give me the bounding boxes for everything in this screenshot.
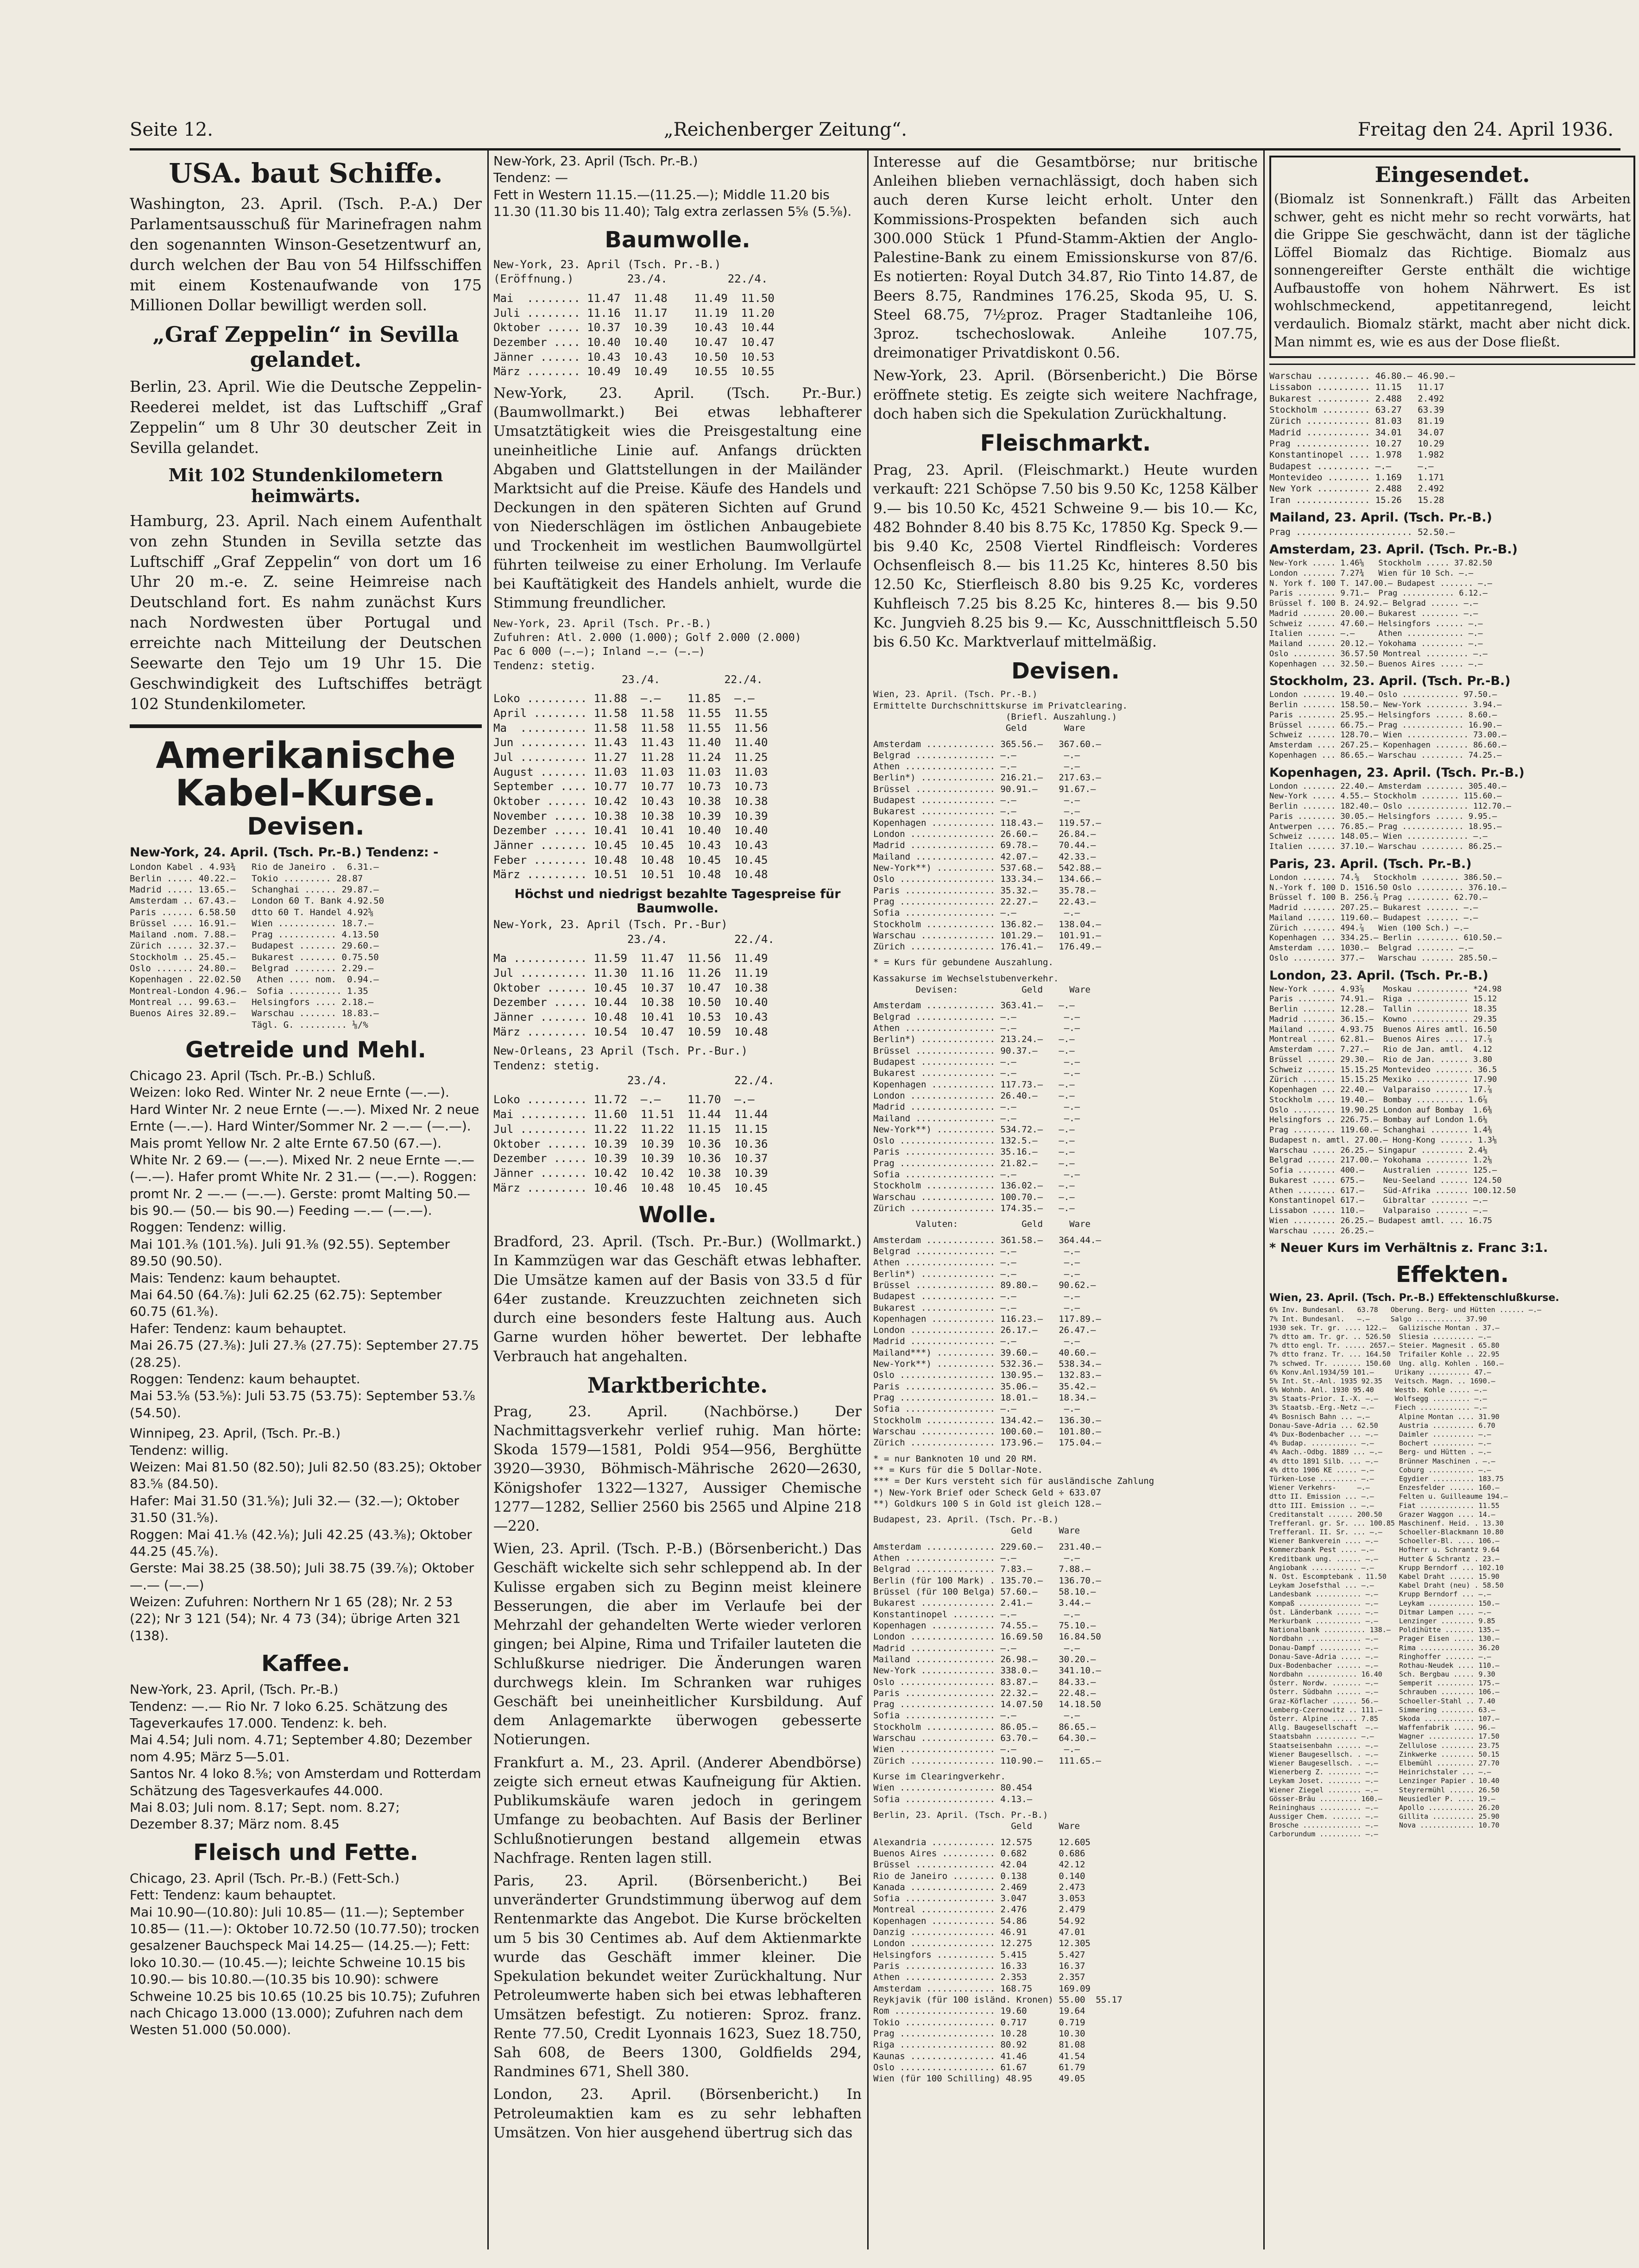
column-rule-2 — [867, 148, 869, 2249]
baumwolle-table: Mai ........ 11.47 11.48 11.49 11.50 Juli ........ 11.16 11.17 11.19 11.20 Oktober ..... 10.37 10.39 10.43 10.44 Dezember .... 10.40 10.40 10.47 10.47 Jänner ...... 10.43 10.43 10.50 10.53 März ........ 10.49 10.49 10.55 10.55 — [493, 291, 775, 378]
kaffee-title: Kaffee. — [261, 1651, 350, 1677]
baumwolle-2-table: Loko ......... 11.88 —.— 11.85 —.— April ........ 11.58 11.58 11.55 11.55 Ma .......... 11.58 11.58 11.55 11.56 Jun .......... 11.43 11.43 11.40 11.40 Jul .......... 11.27 11.28 11.24 11.25 August ....... 11.03 11.03 11.03 11.03 September .... 10.77 10.77 10.73 10.73 Oktober ...... 10.42 10.43 10.38 10.38 November ..... 10.38 10.38 10.39 10.39 Dezember ..... 10.41 10.41 10.40 10.40 Jänner ....... 10.45 10.45 10.43 10.43 Feber ........ 10.48 10.48 10.45 10.45 März ......... 10.51 10.51 10.48 10.48 — [493, 692, 768, 881]
article-title-zeppelin: „Graf Zeppelin“ in Sevilla gelandet. — [152, 322, 459, 372]
wolle-body: Bradford, 23. April. (Tsch. Pr.-Bur.) (Wollmarkt.) In Kammzügen war das Geschäft etwas lebhafter. Die Umsätze kamen auf der Basis von 33.5 d für 64er zustande. Kreuzzuchten zeichneten sich durch eine besonders feste Haltung aus. Auch Garne wurden höher bewertet. Der lebhafte Verbrauch hat angehalten. — [493, 1233, 862, 1365]
page-number: Seite 12. — [130, 119, 213, 140]
fett-header: New-York, 23. April (Tsch. Pr.-B.) Tendenz: — Fett in Western 11.15.—(11.25.—); Middle 11.20 bis 11.30 (11.30 bis 11.40); Talg extra zerlassen 5⅝ (5.⅝). — [493, 153, 852, 220]
fleischmarkt-body: Prag, 23. April. (Fleischmarkt.) Heute wurden verkauft: 221 Schöpse 7.50 bis 9.50 Kc, 1258 Kälber 9.— bis 10.50 Kc, 4521 Schweine 9.— bis 10.— Kc, 482 Bohnder 8.40 bis 8.75 Kc, 17850 Kg. Speck 9.— bis 9.40 Kc, 2508 Viertel Rindfleisch: Vorderes Ochsenfleisch 8.— bis 11.25 Kc, hinteres 8.50 bis 12.50 Kc, Stierfleisch 8.80 bis 9.25 Kc, vorderes Kuhfleisch 7.25 bis 8.25 Kc, hinteres 8.— bis 9.50 Kc. Jungvieh 8.25 bis 9.— Kc, Ausschnittfleisch 5.50 bis 6.50 Kc. Marktverlauf mittelmäßig. — [873, 462, 1258, 651]
devisen-header: New-York, 24. April. (Tsch. Pr.-B.) Tendenz: - — [130, 845, 439, 860]
fleischmarkt-title: Fleischmarkt. — [980, 430, 1151, 457]
london-table: New-York ..... 4.93⅞ Moskau ........... *24.98 Paris ........ 74.91.— Riga ............. 15.12 Berlin ....... 12.28.— Tallin ........... 18.35 Madrid ....... 36.15.— Kowno ............ 29.35 Mailand ...... 4.93.75 Buenos Aires amtl. 16.50 Montreal ..... 62.81.— Buenos Aires ..... 17.⅞ Amsterdam .... 7.27.— Rio de Jan. amtl. 4.12 Brüssel ...... 29.30.— Rio de Jan. ...... 3.80 Schweiz ...... 15.15.25 Montevideo ........ 36.5 Zürich ....... 15.15.25 Mexiko ........... 17.90 Kopenhagen ... 22.40.— Valparaiso ....... 17.⅞ Stockholm .... 19.40.— Bombay .......... 1.6⅞ Oslo ......... 19.90.25 London auf Bombay 1.6⅜ Helsingfors .. 226.75.— Bombay auf London 1.6⅛ Prag ......... 119.60.— Schanghai ........ 1.4⅜ Budapest n. amtl. 27.00.— Hong-Kong ....... 1.3⅛ Warschau ..... 26.25.— Singapur ......... 2.4⅛ Belgrad ...... 217.00.— Yokohama ......... 1.2⅛ Sofia ........ 400.— Australien ....... 125.— Bukarest ..... 675.— Neu-Seeland ...... 124.50 Athen ........ 617.— Süd-Afrika ....... 100.12.50 Konstantinopel 617.— Gibraltar ........ —.— Lissabon ..... 110.— Valparaiso ....... —.— Wien ......... 26.25.— Budapest amtl. ... 16.75 Warschau ..... 26.25.— — [1269, 984, 1516, 1236]
mailand-line: Prag ...................... 52.50.— — [1269, 527, 1455, 537]
baumwolle-header: New-York, 23. April (Tsch. Pr.-B.) (Eröffnung.) 23./4. 22./4. — [493, 258, 768, 286]
devisen-table: London Kabel . 4.93¾ Rio de Janeiro . 6.31.— Berlin ..... 40.22.— Tokio ......... 28.87 Madrid ..... 13.65.— Schanghai ...... 29.87.— Amsterdam .. 67.43.— London 60 T. Bank 4.92.50 Paris ...... 6.58.50 dtto 60 T. Handel 4.92⅝ Brüssel .... 16.91.— Wien ........... 18.7.— Mailand .nom. 7.88.— Prag ........... 4.13.50 Zürich ..... 32.37.— Budapest ....... 29.60.— Stockholm .. 25.45.— Bukarest ....... 0.75.50 Oslo ....... 24.80.— Belgrad ........ 2.29.— Kopenhagen . 22.02.50 Athen .... nom. 0.94.— Montreal-London 4.96.— Sofia .......... 1.35 Montreal ... 99.63.— Helsingfors .... 2.18.— Buenos Aires 32.89.— Warschau ....... 18.83.— Tägl. G. ......... ⅛/% — [130, 862, 385, 1030]
wien-header: Wien, 23. April. (Tsch. Pr.-B.) Ermittelte Durchschnittskurse im Privatclearing. (Briefl. Auszahlung.) Geld Ware — [873, 689, 1128, 734]
effekten-table: 6% Inv. Bundesanl. 63.78 Oberung. Berg- und Hütten ...... —.— 7% Int. Bundesanl. —.— Salgo ........... 37.90 1930 sek. Tr. gr. .... 122.— Galizische Montan . 37.— 7% dtto am. Tr. gr. .. 526.50 Sliesia .......... —.— 7% dtto engl. Tr. ..... 2657.— Steier. Magnesit . 65.80 7% dtto franz. Tr. ... 164.50 Trifailer Kohle .. 22.95 7% schwed. Tr. ....... 150.60 Ung. allg. Kohlen . 160.— 6% Konv.Anl.1934/59 101.— Urikany .......... 47.— 5% Int. St.-Anl. 1935 92.35 Veitsch. Magn. .. 1690.— 6% Wohnb. Anl. 1930 95.40 Westb. Kohle ..... —.— 3% Staats-Prior. I.-X. —.— Wolfsegg ......... —.— 3% Staatsb.-Erg.-Netz —.— Fiech ............ —.— 4% Bosnisch Bahn ... —.— Alpine Montan .... 31.90 Donau-Save-Adria ... 62.50 Austria .......... 6.70 4% Dux-Bodenbacher ... —.— Daimler .......... —.— 4% Budap. ........... —.— Bochert .......... —.— 4% Aach.-Odbg. 1889 ... —.— Berg- und Hütten . —.— 4% dtto 1891 Silb. ... —.— Brünner Maschinen . —.— 4% dtto 1906 KE ..... —.— Coburg ........... —.— Türken-Lose ......... —.— Egydier .......... 183.75 Wiener Verkehrs- —.— Enzesfelder ...... 160.— dtto II. Emission ... —.— Felten u. Guilleaume 194.— dtto III. Emission .. —.— Fiat ............. 11.55 Creditanstalt ...... 200.50 Grazer Waggon .... 14.— Trefferanl. gr. Sr. ... 100.85 Maschinenf. Heid. . 13.30 Trefferanl. II. Sr. ... —.— Schoeller-Blackmann 10.80 Wiener Bankverein .... —.— Schoeller-Bl. .... 106.— Kommerzbank Pest .... —.— Hofherr u. Schrantz 9.64 Kreditbank ung. ...... —.— Hutter & Schrantz . 23.— Angiobank ........... —.— Krupp Berndorf ... 102.10 N. Ost. Escomptebank . 11.50 Kabel Draht ...... 15.90 Leykam Josefsthal ... —.— Kabel Draht (neu) . 58.50 Landesbank ........... —.— Krupp Berndorf ... —.— Kompaß ............... —.— Leykam ........... 150.— Öst. Länderbank ...... —.— Ditmar Lampen .... —.— Merkurbank ........... —.— Lenzinger ........ 9.85 Nationalbank .......... 138.— Poldihütte ....... 135.— Nordbahn ............. —.— Prager Eisen ..... 130.— Donau-Dampf .......... —.— Rima ............. 36.20 Donau-Save-Adria ..... —.— Ringhoffer ....... —.— Dux-Bodenbacher ...... —.— Rothau-Neudek .... 110.— Nordbahn ............ 16.40 Sch. Bergbau ..... 9.30 Österr. Nordw. ....... —.— Semperit ......... 175.— Österr. Südbahn ...... —.— Schrauben ........ 106.— Graz-Köflacher ...... 56.— Schoeller-Stahl .. 7.40 Lemberg-Czernowitz .. 111.— Simmering ........ 63.— Österr. Alpine ...... 7.85 Skoda ............ 107.— Allg. Baugesellschaft —.— Waffenfabrik ..... 96.— Staatsbahn .......... —.— Wagner ........... 17.50 Staatseisenbahn ...... —.— Zellulose ........ 23.75 Wiener Baugesellsch. . —.— Zinkwerke ........ 50.15 Wiener Baugesellsch. . —.— Elbemühl ......... 27.70 Wienerberg Z. ........ —.— Heinrichstaler ... —.— Leykam Joset. ........ —.— Lenzinger Papier . 10.40 Wiener Ziegel ........ —.— Steyrermühl ...... 26.50 Gösser-Bräu ......... 160.— Neusiedler P. .... 19.— Reininghaus .......... —.— Apollo ........... 26.20 Aussiger Chem. ....... —.— Gillita .......... 25.90 Brosche .............. —.— Nova ............. 10.70 Carborundum .......... —.— — [1269, 1306, 1541, 1839]
wien-note: * = Kurs für gebundene Auszahlung. — [873, 957, 1053, 968]
orleans-header: New-Orleans, 23 April (Tsch. Pr.-Bur.) Tendenz: stetig. 23./4. 22./4. — [493, 1044, 775, 1087]
valuten-notes: * = nur Banknoten 10 und 20 RM. ** = Kurs für die 5 Dollar-Note. *** = Der Kurs versteht sich für ausländische Zahlung *) New-York Brief oder Scheck Geld ÷ 633.07 **) Goldkurs 100 S in Gold ist gleich 128.— — [873, 1453, 1154, 1509]
berlin-table: Alexandria ............ 12.575 12.605 Buenos Aires .......... 0.682 0.686 Brüssel ............... 42.04 42.12 Rio de Janeiro ........ 0.138 0.140 Kanada ................ 2.469 2.473 Sofia ................. 3.047 3.053 Montreal .............. 2.476 2.479 Kopenhagen ............ 54.86 54.92 Danzig ................ 46.91 47.01 London ................ 12.275 12.305 Helsingfors ........... 5.415 5.427 Paris ................. 16.33 16.37 Athen ................. 2.353 2.357 Amsterdam ............. 168.75 169.09 Reykjavik (für 100 isländ. Kronen) 55.00 55.17 Rom ................... 19.60 19.64 Tokio ................. 0.717 0.719 Prag .................. 10.28 10.30 Riga .................. 80.92 81.08 Kaunas ................ 41.46 41.54 Oslo .................. 61.67 61.79 Wien (für 100 Schilling) 48.95 49.05 — [873, 1837, 1122, 2084]
top-rates-table: Warschau .......... 46.80.— 46.90.— Lissabon .......... 11.15 11.17 Bukarest .......... 2.488 2.492 Stockholm ......... 63.27 63.39 Zürich ............ 81.03 81.19 Madrid ............ 34.01 34.07 Prag .............. 10.27 10.29 Konstantinopel .... 1.978 1.982 Budapest .......... —.— —.— Montevideo ........ 1.169 1.171 New York .......... 2.488 2.492 Iran .............. 15.26 15.28 — [1269, 371, 1455, 505]
baumwolle-2-header: New-York, 23. April (Tsch. Pr.-B.) Zufuhren: Atl. 2.000 (1.000); Golf 2.000 (2.000) Pac 6 000 (—.—); Inland —.— (—.—) Tendenz: stetig. 23./4. 22./4. — [493, 617, 801, 686]
paris-header: Paris, 23. April. (Tsch. Pr.-B.) — [1269, 856, 1472, 871]
article-body-zeppelin: Berlin, 23. April. Wie die Deutsche Zeppelin-Reederei meldet, ist das Luftschiff „Graf Zeppelin“ um 8 Uhr 30 deutscher Zeit in Sevilla gelandet. — [130, 377, 482, 457]
getreide-body: Chicago 23. April (Tsch. Pr.-B.) Schluß. Weizen: loko Red. Winter Nr. 2 neue Ernte (—.—). Hard Winter Nr. 2 neue Ernte (—.—). Mixed Nr. 2 neue Ernte (—.—). Hard Winter/Sommer Nr. 2 —.— (—.—). Mais promt Yellow Nr. 2 alte Ernte 67.50 (67.—). White Nr. 2 69.— (—.—). Mixed Nr. 2 neue Ernte —.— (—.—). Hafer promt White Nr. 2 31.— (—.—). Roggen: promt Nr. 2 —.— (—.—). Gerste: promt Malting 50.— bis 90.— (50.— bis 90.—) Feeding —.— (—.—). Roggen: Tendenz: willig. Mai 101.⅜ (101.⅝). Juli 91.⅜ (92.55). September 89.50 (90.50). Mais: Tendenz: kaum behauptet. Mai 64.50 (64.⅞): Juli 62.25 (62.75): September 60.75 (61.⅜). Hafer: Tendenz: kaum behauptet. Mai 26.75 (27.⅜): Juli 27.⅜ (27.75): September 27.75 (28.25). Roggen: Tendenz: kaum behauptet. Mai 53.⅝ (53.⅝): Juli 53.75 (53.75): September 53.⅞ (54.50). — [130, 1068, 479, 1420]
amsterdam-table: New-York ..... 1.46⅝ Stockholm ..... 37.82.50 London ....... 7.27¾ Wien für 10 Sch. —.— N. York f. 100 T. 147.00.— Budapest ....... —.— Paris ........ 9.71.— Prag ........... 6.12.— Brüssel f. 100 B. 24.92.— Belgrad ...... —.— Madrid ....... 20.00.— Bukarest ........ —.— Schweiz ...... 47.60.— Helsingfors ...... —.— Italien ...... —.— Athen ............ —.— Mailand ...... 20.12.— Yokohama ......... —.— Oslo ......... 36.57.50 Montreal ......... —.— Kopenhagen ... 32.50.— Buenos Aires ..... —.— — [1269, 559, 1493, 669]
getreide-title: Getreide und Mehl. — [185, 1037, 426, 1063]
column-2 — [493, 153, 862, 2146]
stockholm-header: Stockholm, 23. April. (Tsch. Pr.-B.) — [1269, 674, 1511, 689]
valuten-header: Valuten: Geld Ware — [873, 1219, 1091, 1230]
eingesendet-box — [1269, 156, 1635, 358]
devisen-title: Devisen. — [247, 813, 365, 841]
budapest-clearing: Kurse im Clearingverkehr. Wien .................. 80.454 Sofia ................. 4.13.— — [873, 1772, 1033, 1804]
eingesendet-body: (Biomalz ist Sonnenkraft.) Fällt das Arbeiten schwer, geht es nicht mehr so recht vorwärts, hat die Grippe Sie geschwächt, dann ist der tägliche Löffel Biomalz das Richtige. Biomalz aus sonnengereifter Gerste enthält die wichtige Aufbaustoffe von hohem Nährwert. Es ist wohlschmeckend, appetitanregend, leicht verdaulich. Biomalz stärkt, macht aber nicht dick. Man nimmt es, wie es aus der Dose fließt. — [1274, 191, 1631, 350]
column-4 — [1269, 153, 1635, 1844]
effekten-title: Effekten. — [1395, 1262, 1509, 1288]
amsterdam-header: Amsterdam, 23. April. (Tsch. Pr.-B.) — [1269, 542, 1518, 557]
wien-table: Amsterdam ............. 365.56.— 367.60.— Belgrad ............... —.— —.— Athen ................. —.— —.— Berlin*) .............. 216.21.— 217.63.— Brüssel ............... 90.91.— 91.67.— Budapest .............. —.— —.— Bukarest .............. —.— —.— Kopenhagen ............ 118.43.— 119.57.— London ................ 26.60.— 26.84.— Madrid ................ 69.78.— 70.44.— Mailand ............... 42.07.— 42.33.— New-York**) ........... 537.68.— 542.88.— Oslo .................. 133.34.— 134.66.— Paris ................. 35.32.— 35.78.— Prag .................. 22.27.— 22.43.— Sofia ................. —.— —.— Stockholm ............. 136.82.— 138.04.— Warschau .............. 101.29.— 101.91.— Zürich ................ 176.41.— 176.49.— — [873, 739, 1101, 952]
budapest-header: Budapest, 23. April. (Tsch. Pr.-B.) Geld Ware — [873, 1514, 1080, 1536]
column-rule-1 — [487, 148, 489, 2249]
paris-table: London ....... 74.⅝ Stockholm ........ 386.50.— N.-York f. 100 D. 1516.50 Oslo .......... 376.10.— Brüssel f. 100 B. 256.⅞ Prag ......... 62.70.— Madrid ....... 207.25.— Bukarest ....... —.— Mailand ...... 119.60.— Budapest ....... —.— Zürich ....... 494.⅞ Wien (100 Sch.) —.— Kopenhagen ... 334.25.— Berlin ......... 610.50.— Amsterdam .... 1030.— Belgrad ........ —.— Oslo ......... 377.— Warschau ....... 285.50.— — [1269, 873, 1507, 963]
winnipeg-body: Winnipeg, 23. April, (Tsch. Pr.-B.) Tendenz: willig. Weizen: Mai 81.50 (82.50); Juli 82.50 (83.25); Oktober 83.⅝ (84.50). Hafer: Mai 31.50 (31.⅝); Juli 32.— (32.—); Oktober 31.50 (31.⅝). Roggen: Mai 41.⅛ (42.⅛); Juli 42.25 (43.⅜); Oktober 44.25 (45.⅞). Gerste: Mai 38.25 (38.50); Juli 38.75 (39.⅞); Oktober —.— (—.—) Weizen: Zufuhren: Northern Nr 1 65 (28); Nr. 2 53 (22); Nr 3 121 (54); Nr. 4 73 (34); übrige Arten 321 (138). — [130, 1426, 482, 1643]
page-header — [130, 116, 1614, 144]
newyork-report: New-York, 23. April. (Börsenbericht.) Die Börse eröffnete stetig. Es zeigte sich weitere Nachfrage, doch haben sich die Spekulation Zurückhaltung. — [873, 367, 1258, 422]
berlin-header: Berlin, 23. April. (Tsch. Pr.-B.) Geld Ware — [873, 1809, 1080, 1832]
wolle-title: Wolle. — [638, 1202, 717, 1228]
kassa-header: Kassakurse im Wechselstubenverkehr. Devisen: Geld Ware — [873, 973, 1091, 995]
section-rule — [130, 724, 482, 728]
baumwolle-title: Baumwolle. — [605, 226, 750, 253]
article-body-usa: Washington, 23. April. (Tsch. P.-A.) Der Parlamentsausschuß für Marinefragen nahm den sogenannten Winson-Gesetzentwurf an, durch welchen der Bau von 54 Hilfsschiffen mit einem Kostenaufwande von 175 Millionen Dollar bewilligt werden soll. — [130, 195, 482, 314]
devisen-col3-title: Devisen. — [1011, 658, 1120, 685]
kaffee-body: New-York, 23. April, (Tsch. Pr.-B.) Tendenz: —.— Rio Nr. 7 loko 6.25. Schätzung des Tageverkaufes 17.000. Tendenz: k. beh. Mai 4.54; Juli nom. 4.71; September 4.80; Dezember nom 4.95; März 5—5.01. Santos Nr. 4 loko 8.⅝; von Amsterdam und Rotterdam Schätzung des Tagesverkaufes 44.000. Mai 8.03; Juli nom. 8.17; Sept. nom. 8.27; Dezember 8.37; März nom. 8.45 — [130, 1682, 481, 1832]
article-title-speed: Mit 102 Stundenkilometern heimwärts. — [168, 464, 443, 506]
effekten-header: Wien, 23. April. (Tsch. Pr.-B.) Effektenschlußkurse. — [1269, 1292, 1559, 1304]
issue-date: Freitag den 24. April 1936. — [1357, 119, 1614, 140]
markt-paris: Paris, 23. April. (Börsenbericht.) Bei unveränderter Grundstimmung überwog auf dem Rentenmarkte das Angebot. Die Kurse bröckelten um 5 bis 30 Centimes ab. Auf dem Aktienmarkte wurde das Geschäft immer kleiner. Die Spekulation bekundet weiter Zurückhaltung. Nur Petroleumwerte haben sich bei etwas lebhafteren Umsätzen befestigt. Zu notieren: Sproz. franz. Rente 77.50, Credit Lyonnais 1623, Suez 18.750, Sah 608, de Beers 1300, Goldfields 294, Randmines 671, Shell 380. — [493, 1872, 862, 2080]
newspaper-title: „Reichenberger Zeitung“. — [663, 119, 907, 140]
markt-wien: Wien, 23. April. (Tsch. P.-B.) (Börsenbericht.) Das Geschäft wickelte sich sehr schleppend ab. In der Kulisse ergaben sich zu Beginn meist kleinere Besserungen, die aber im Verlaufe bei der Mehrzahl der gehandelten Werte wieder verloren gingen; bei Alpine, Rima und Trifailer lauteten die Schlußkurse niedriger. Die Änderungen waren durchwegs klein. Im Schranken war ruhiges Geschäft bei uneinheitlicher Kursbildung. Auf dem Anlagemarkte überwogen gebesserte Notierungen. — [493, 1540, 862, 1748]
london-continued: Interesse auf die Gesamtbörse; nur britische Anleihen blieben vernachlässigt, doch haben sich auch deren Kurse leicht erholt. Unter den Kommissions-Prospekten befanden sich auch 300.000 Stück 1 Pfund-Stamm-Aktien der Anglo-Palestine-Bank zu einem Emissionskurse von 87/6. Es notierten: Royal Dutch 34.87, Rio Tinto 14.87, de Beers 8.75, Randmines 176.25, Skoda 95, U. S. Steel 68.75, 7½proz. Prager Stadtanleihe 106, 3proz. tschechoslowak. Anleihe 107.75, dreimonatiger Privatdiskont 0.56. — [873, 154, 1258, 362]
mailand-header: Mailand, 23. April. (Tsch. Pr.-B.) — [1269, 510, 1492, 525]
markt-london: London, 23. April. (Börsenbericht.) In Petroleumaktien kam es zu sehr lebhaften Umsätzen. Von hier ausgehend übertrug sich das — [493, 2086, 862, 2141]
kopenhagen-table: London ....... 22.40.— Amsterdam ........ 305.40.— New-York ..... 4.55.— Stockholm ........ 115.60.— Berlin ....... 182.40.— Oslo ............. 112.70.— Paris ........ 30.05.— Helsingfors ...... 9.95.— Antwerpen .... 76.85.— Prag ............. 18.95.— Schweiz ...... 148.05.— Wien ............. —.— Italien ...... 37.10.— Warschau ......... 86.25.— — [1269, 781, 1511, 852]
kabel-title: Amerikanische Kabel-Kurse. — [156, 735, 456, 815]
article-body-speed: Hamburg, 23. April. Nach einem Aufenthalt von zehn Stunden in Sevilla setzte das Luftschiff „Graf Zeppelin“ von dort um 16 Uhr 20 m.-e. Z. seine Heimreise nach Deutschland fort. Es nahm zunächst Kurs nach Nordwesten über Portugal und erreichte nach Mitteilung der Deutschen Seewarte den Tejo um 19 Uhr 15. Die Geschwindigkeit des Luftschiffes beträgt 102 Stundenkilometer. — [130, 511, 482, 713]
column-3 — [873, 153, 1258, 2089]
budapest-table: Amsterdam ............. 229.60.— 231.40.— Athen ................. —.— —.— Belgrad ............... 7.83.— 7.88.— Berlin (für 100 Mark) . 135.70.— 136.70.— Brüssel (für 100 Belga) 57.60.— 58.10.— Bukarest .............. 2.41.— 3.44.— Konstantinopel ........ —.— —.— Kopenhagen ............ 74.55.— 75.10.— London ................ 16.69.50 16.84.50 Madrid ................ —.— —.— Mailand ............... 26.98.— 30.20.— New-York .............. 338.0.— 341.10.— Oslo .................. 83.87.— 84.33.— Paris ................. 22.32.— 22.48.— Prag .................. 14.07.50 14.18.50 Sofia ................. —.— —.— Stockholm ............. 86.05.— 86.65.— Warschau .............. 63.70.— 64.30.— Wien .................. —.— —.— Zürich ................ 110.90.— 111.65.— — [873, 1541, 1101, 1766]
london-note: * Neuer Kurs im Verhältnis z. Franc 3:1. — [1269, 1241, 1548, 1256]
stockholm-table: London ....... 19.40.— Oslo ............ 97.50.— Berlin ....... 158.50.— New-York ......... 3.94.— Paris ........ 25.95.— Helsingfors ...... 8.60.— Brüssel ...... 66.75.— Prag ............. 16.90.— Schweiz ...... 128.70.— Wien ............. 73.00.— Amsterdam .... 267.25.— Kopenhagen ....... 86.60.— Kopenhagen ... 86.65.— Warschau ......... 74.25.— — [1269, 690, 1507, 760]
valuten-table: Amsterdam ............. 361.58.— 364.44.— Belgrad ............... —.— —.— Athen ................. —.— —.— Berlin*) .............. —.— —.— Brüssel ............... 89.80.— 90.62.— Budapest .............. —.— —.— Bukarest .............. —.— —.— Kopenhagen ............ 116.23.— 117.89.— London ................ 26.17.— 26.47.— Madrid ................ —.— —.— Mailand***) ........... 39.60.— 40.60.— New-York**) ........... 532.36.— 538.34.— Oslo .................. 130.95.— 132.83.— Paris ................. 35.06.— 35.42.— Prag .................. 18.01.— 18.34.— Sofia ................. —.— —.— Stockholm ............. 134.42.— 136.30.— Warschau .............. 100.60.— 101.80.— Zürich ................ 173.96.— 175.04.— — [873, 1235, 1101, 1448]
london-header: London, 23. April. (Tsch. Pr.-B.) — [1269, 968, 1488, 983]
fleisch-body: Chicago, 23. April (Tsch. Pr.-B.) (Fett-Sch.) Fett: Tendenz: kaum behauptet. Mai 10.90—(10.80): Juli 10.85— (11.—); September 10.85— (11.—): Oktober 10.72.50 (10.77.50); trocken gesalzener Bauchspeck Mai 14.25— (14.25.—); Fett: loko 10.30.— (10.45.—); leichte Schweine 10.15 bis 10.90.— bis 10.80.—(10.35 bis 10.90): schwere Schweine 10.25 bis 10.65 (10.25 bis 10.75); Zufuhren nach Chicago 13.000 (13.000); Zufuhren nach dem Westen 51.000 (50.000). — [130, 1870, 480, 2038]
markt-frankfurt: Frankfurt a. M., 23. April. (Anderer Abendbörse) zeigte sich erneut etwas Kaufneigung für Aktien. Publikumskäufe waren jedoch in geringem Umfange zu beobachten. Auf Basis der Berliner Schlußnotierungen bestand allgemein etwas Nachfrage. Renten lagen still. — [493, 1754, 862, 1866]
column-1 — [130, 153, 482, 2042]
hoechst-title: Höchst und niedrigst bezahlte Tagespreise für Baumwolle. — [514, 887, 841, 916]
orleans-table: Loko ......... 11.72 —.— 11.70 —.— Mai .......... 11.60 11.51 11.44 11.44 Jul .......... 11.22 11.22 11.15 11.15 Oktober ...... 10.39 10.39 10.36 10.36 Dezember ..... 10.39 10.39 10.36 10.37 Jänner ....... 10.42 10.42 10.38 10.39 März ......... 10.46 10.48 10.45 10.45 — [493, 1093, 768, 1194]
marktberichte-title: Marktberichte. — [587, 1372, 768, 1398]
markt-prag: Prag, 23. April. (Nachbörse.) Der Nachmittagsverkehr verlief ruhig. Man hörte: Skoda 1579—1581, Poldi 954—956, Berghütte 3920—3930, Böhmisch-Mährische 2620—2630, Königshofer 1322—1327, Aussiger Chemische 1277—1282, Sellier 2560 bis 2565 und Alpine 218—220. — [493, 1403, 862, 1535]
divider — [1269, 364, 1635, 365]
baumwolle-report: New-York, 23. April. (Tsch. Pr.-Bur.) (Baumwollmarkt.) Bei etwas lebhafterer Umsatztätigkeit wies die Preisgestaltung eine uneinheitliche Linie auf. Anfangs drückten Abgaben und Glattstellungen in der Mailänder Marktsicht auf die Preise. Käufe des Handels und Deckungen in den späteren Sichten auf Grund von Niederschlägen im östlichen Anbaugebiete und Trockenheit im westlichen Baumwollgürtel führten teilweise zu einer Erholung. Im Verlaufe bei Kauftätigkeit des Handels anhielt, wurde die Stimmung freundlicher. — [493, 384, 862, 612]
hoechst-header: New-York, 23. April (Tsch. Pr.-Bur) 23./4. 22./4. — [493, 918, 775, 946]
eingesendet-title: Eingesendet. — [1374, 162, 1530, 187]
fleisch-title: Fleisch und Fette. — [193, 1839, 418, 1866]
hoechst-table: Ma ........... 11.59 11.47 11.56 11.49 Jul .......... 11.30 11.16 11.26 11.19 Oktober ...... 10.45 10.37 10.47 10.38 Dezember ..... 10.44 10.38 10.50 10.40 Jänner ....... 10.48 10.41 10.53 10.43 März ......... 10.54 10.47 10.59 10.48 — [493, 952, 768, 1038]
kopenhagen-header: Kopenhagen, 23. April. (Tsch. Pr.-B.) — [1269, 765, 1525, 780]
header-rule — [130, 148, 1620, 151]
article-title-usa: USA. baut Schiffe. — [169, 157, 443, 189]
kassa-table: Amsterdam ............. 363.41.— —.— Belgrad ............... —.— —.— Athen ................. —.— —.— Berlin*) .............. 213.24.— —.— Brüssel ............... 90.37.— —.— Budapest .............. —.— —.— Bukarest .............. —.— —.— Kopenhagen ............ 117.73.— —.— London ................ 26.40.— —.— Madrid ................ —.— —.— Mailand ............... —.— —.— New-York**) ........... 534.72.— —.— Oslo .................. 132.5.— —.— Paris ................. 35.16.— —.— Prag .................. 21.82.— —.— Sofia ................. —.— —.— Stockholm ............. 136.02.— —.— Warschau .............. 100.70.— —.— Zürich ................ 174.35.— —.— — [873, 1000, 1080, 1213]
column-rule-3 — [1263, 148, 1265, 2249]
